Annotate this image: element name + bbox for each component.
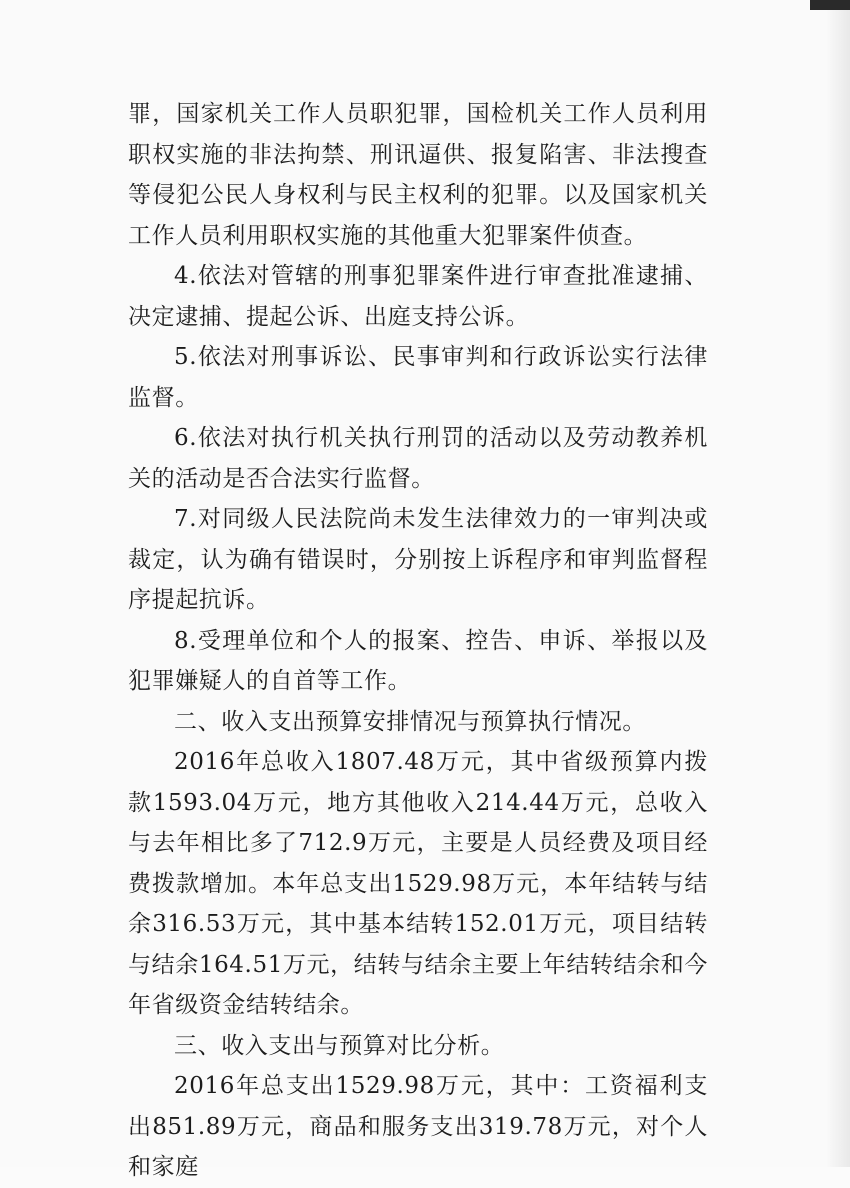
- section-3-heading: 三、收入支出与预算对比分析。: [174, 1032, 505, 1059]
- scan-corner-mark: [810, 0, 850, 10]
- paragraph-section-3-body: 2016年总支出1529.98万元，其中：工资福利支出851.89万元，商品和服务支出319.78万元，对个人和家庭: [128, 1073, 708, 1180]
- paragraph-duty-5: 5.依法对刑事诉讼、民事审判和行政诉讼实行法律监督。: [128, 344, 708, 411]
- section-2-heading: 二、收入支出预算安排情况与预算执行情况。: [174, 708, 646, 735]
- page-edge-shadow: [826, 0, 850, 1167]
- paragraph-duties-continued: 罪，国家机关工作人员职犯罪，国检机关工作人员利用职权实施的非法拘禁、刑讯逼供、报复陷害、非法搜查等侵犯公民人身权利与民主权利的犯罪。以及国家机关工作人员利用职权实施的其他重大犯罪案件侦查。: [128, 101, 708, 249]
- paragraph-section-2-body: 2016年总收入1807.48万元，其中省级预算内拨款1593.04万元，地方其他收入214.44万元，总收入与去年相比多了712.9万元，主要是人员经费及项目经费拨款增加。本年总支出1529.98万元，本年结转与结余316.53万元，其中基本结转152.01万元，项目结转与结余164.51万元，结转与结余主要上年结转结余和今年省级资金结转结余。: [128, 749, 708, 1018]
- paragraph-duty-6: 6.依法对执行机关执行刑罚的活动以及劳动教养机关的活动是否合法实行监督。: [128, 425, 708, 492]
- paragraph-duty-8: 8.受理单位和个人的报案、控告、申诉、举报以及犯罪嫌疑人的自首等工作。: [128, 627, 708, 694]
- paragraph-duty-7: 7.对同级人民法院尚未发生法律效力的一审判决或裁定，认为确有错误时，分别按上诉程序和审判监督程序提起抗诉。: [128, 506, 708, 613]
- document-body: [128, 94, 708, 1188]
- paragraph-duty-4: 4.依法对管辖的刑事犯罪案件进行审查批准逮捕、决定逮捕、提起公诉、出庭支持公诉。: [128, 263, 708, 330]
